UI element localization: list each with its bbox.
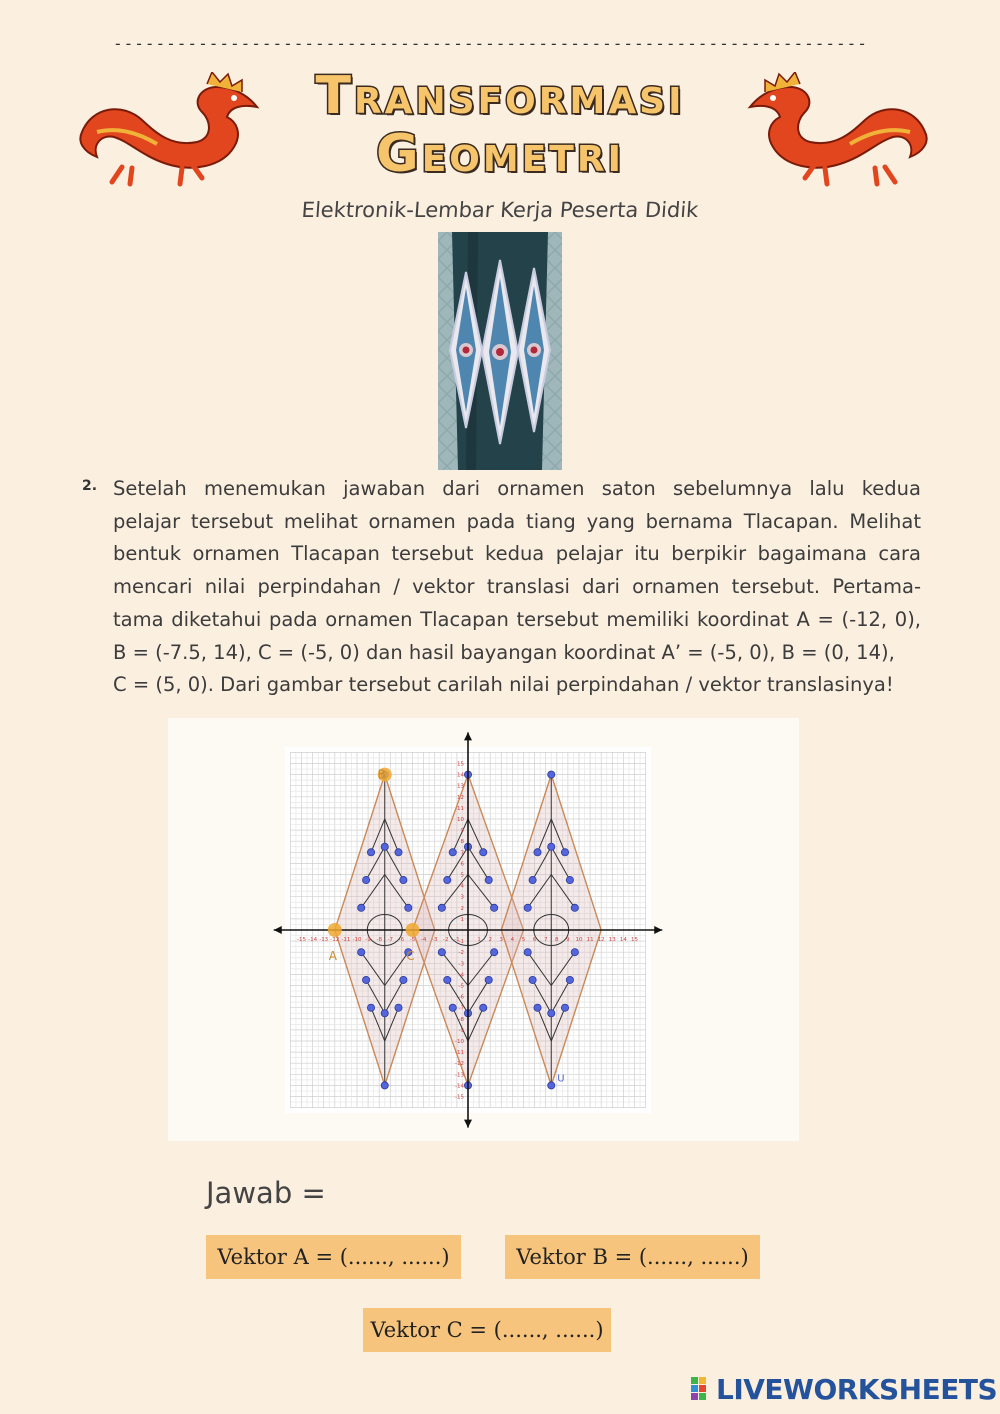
y-tick-label: -12 [455, 1061, 464, 1068]
y-tick-label: 6 [460, 861, 464, 868]
y-tick-label: -13 [455, 1072, 464, 1079]
question-line: Setelah menemukan jawaban dari ornamen saton sebelumnya lalu kedua [113, 477, 921, 500]
y-tick-label: -1 [458, 939, 464, 946]
y-tick-label: 14 [457, 772, 464, 779]
ornament-point [381, 1082, 388, 1089]
y-tick-label: -9 [458, 1027, 464, 1034]
ornament-point [491, 904, 498, 911]
ornament-point [381, 843, 388, 850]
ornament-point [529, 976, 536, 983]
x-tick-label: -12 [330, 937, 340, 943]
ornament-point [480, 1004, 487, 1011]
y-tick-label: 12 [457, 794, 464, 801]
coordinate-graph [168, 718, 799, 1141]
ornament-point [561, 1004, 568, 1011]
ornament-point [571, 949, 578, 956]
top-dashed-line: ----------------------------------------------------------------------- [113, 34, 868, 52]
ornament-point [444, 976, 451, 983]
x-tick-label: 2 [488, 937, 492, 943]
tlacapan-pillar-photo [438, 232, 562, 470]
y-tick-label: -8 [458, 1016, 464, 1023]
ornament-point [405, 904, 412, 911]
x-tick-label: -11 [341, 937, 351, 943]
question-line: pelajar tersebut melihat ornamen pada tiang yang bernama Tlacapan. Melihat [113, 509, 921, 533]
question-line: mencari nilai perpindahan / vektor translasi dari ornamen tersebut. Pertama- [113, 575, 921, 599]
y-tick-label: 7 [460, 850, 464, 857]
y-tick-label: 11 [457, 805, 464, 812]
answer-label: Jawab = [206, 1176, 326, 1210]
y-tick-label: -5 [458, 983, 464, 990]
question-line: bentuk ornamen Tlacapan tersebut kedua pelajar itu berpikir bagaimana cara [113, 542, 921, 566]
ornament-point [566, 976, 573, 983]
point-label-b: B [377, 767, 386, 782]
x-axis-arrow-left [274, 926, 282, 934]
y-axis-arrow-up [464, 732, 472, 740]
page-subtitle: Elektronik-Lembar Kerja Peserta Didik [300, 198, 700, 222]
y-tick-label: -7 [458, 1005, 464, 1012]
ornament-point [363, 876, 370, 883]
y-tick-label: 13 [457, 783, 464, 790]
ornament-point [548, 1010, 555, 1017]
y-tick-label: 5 [460, 872, 464, 879]
ornament-point [529, 876, 536, 883]
ornament-point [395, 849, 402, 856]
question-number: 2. [82, 478, 98, 494]
ornament-point [367, 849, 374, 856]
y-tick-label: 4 [460, 883, 464, 890]
dragon-right-icon [740, 72, 945, 190]
ornament-point [524, 949, 531, 956]
ornament-point [561, 849, 568, 856]
ornament-point [358, 904, 365, 911]
ornament-point [485, 976, 492, 983]
x-tick-label: -2 [443, 937, 449, 943]
x-tick-label: -14 [308, 937, 318, 943]
ornament-point [491, 949, 498, 956]
ornament-point [485, 876, 492, 883]
ornament-point [381, 1010, 388, 1017]
y-tick-label: -10 [455, 1039, 464, 1045]
liveworksheets-icon [690, 1376, 716, 1402]
point-label-a: A [328, 949, 337, 963]
image-point-label: U [557, 1073, 565, 1085]
y-tick-label: -11 [455, 1050, 464, 1057]
y-tick-label: 10 [457, 817, 464, 823]
y-tick-label: -3 [458, 961, 464, 968]
ornament-point [367, 1004, 374, 1011]
x-tick-label: -5 [409, 937, 416, 943]
point-c [406, 923, 420, 937]
vector-a-answer-box[interactable]: Vektor A = (......, ......) [206, 1235, 461, 1279]
ornament-point [400, 876, 407, 883]
point-label-c: C [406, 949, 415, 963]
question-text [113, 473, 921, 702]
x-tick-label: 7 [543, 937, 548, 943]
ornament-point [395, 1004, 402, 1011]
ornament-point [548, 771, 555, 778]
x-tick-label: 14 [619, 937, 627, 943]
y-tick-label: -15 [455, 1094, 464, 1101]
x-tick-label: 13 [608, 937, 616, 943]
ornament-point [534, 849, 541, 856]
ornament-point [524, 904, 531, 911]
x-tick-label: 4 [510, 937, 515, 943]
ornament-point [363, 976, 370, 983]
ornament-point [444, 876, 451, 883]
x-tick-label: -8 [376, 937, 382, 943]
x-tick-label: -9 [365, 937, 371, 943]
x-tick-label: 9 [566, 937, 570, 943]
ornament-point [566, 876, 573, 883]
page-title-line2: Geometri [376, 124, 624, 184]
y-tick-label: -6 [458, 994, 464, 1001]
y-tick-label: 9 [460, 828, 464, 835]
ornament-point [438, 949, 445, 956]
x-tick-label: -6 [398, 937, 405, 943]
vector-b-answer-box[interactable]: Vektor B = (......, ......) [505, 1235, 760, 1279]
x-tick-label: 10 [575, 937, 583, 943]
y-tick-label: -14 [455, 1083, 464, 1090]
y-tick-label: 15 [457, 761, 464, 768]
x-tick-label: -4 [420, 937, 427, 943]
vector-c-answer-box[interactable]: Vektor C = (......, ......) [363, 1308, 611, 1352]
y-tick-label: 8 [460, 839, 464, 846]
logo-text: LIVEWORKSHEETS [716, 1372, 998, 1406]
y-tick-label: -4 [458, 972, 464, 979]
x-tick-label: 1 [477, 937, 481, 943]
x-tick-label: -1 [454, 937, 460, 943]
question-line: C = (5, 0). Dari gambar tersebut carilah nilai perpindahan / vektor translasinya! [113, 673, 894, 697]
ornament-point [534, 1004, 541, 1011]
x-tick-label: 6 [532, 937, 537, 943]
ornament-point [548, 843, 555, 850]
x-tick-label: 12 [597, 937, 605, 943]
y-axis-arrow-down [464, 1120, 472, 1128]
x-tick-label: -15 [297, 937, 306, 943]
y-tick-label: 3 [460, 894, 464, 901]
page-title-line1: Transformasi [315, 66, 685, 126]
ornament-point [548, 1082, 555, 1089]
x-tick-label: 15 [631, 937, 638, 943]
ornament-point [438, 904, 445, 911]
ornament-point [449, 1004, 456, 1011]
x-tick-label: 5 [521, 937, 526, 943]
x-axis-arrow-right [654, 926, 662, 934]
ornament-point [358, 949, 365, 956]
point-a [328, 923, 342, 937]
x-tick-label: 8 [555, 937, 559, 943]
x-tick-label: -10 [352, 937, 362, 943]
x-tick-label: 3 [499, 937, 504, 943]
liveworksheets-logo [690, 1374, 997, 1404]
ornament-point [400, 976, 407, 983]
x-tick-label: -7 [387, 937, 394, 943]
ornament-point [571, 904, 578, 911]
question-line: tama diketahui pada ornamen Tlacapan tersebut memiliki koordinat A = (-12, 0), [113, 607, 921, 631]
y-tick-label: -2 [458, 950, 464, 957]
y-tick-label: 1 [460, 916, 464, 923]
graph-svg [168, 718, 799, 1141]
question-line: B = (-7.5, 14), C = (-5, 0) dan hasil bayangan koordinat A’ = (-5, 0), B = (0, 14), [113, 640, 895, 664]
x-tick-label: -3 [431, 937, 438, 943]
y-tick-label: 2 [460, 905, 464, 912]
ornament-point [480, 849, 487, 856]
x-tick-label: 11 [586, 937, 594, 943]
ornament-point [449, 849, 456, 856]
x-tick-label: -13 [319, 937, 329, 943]
